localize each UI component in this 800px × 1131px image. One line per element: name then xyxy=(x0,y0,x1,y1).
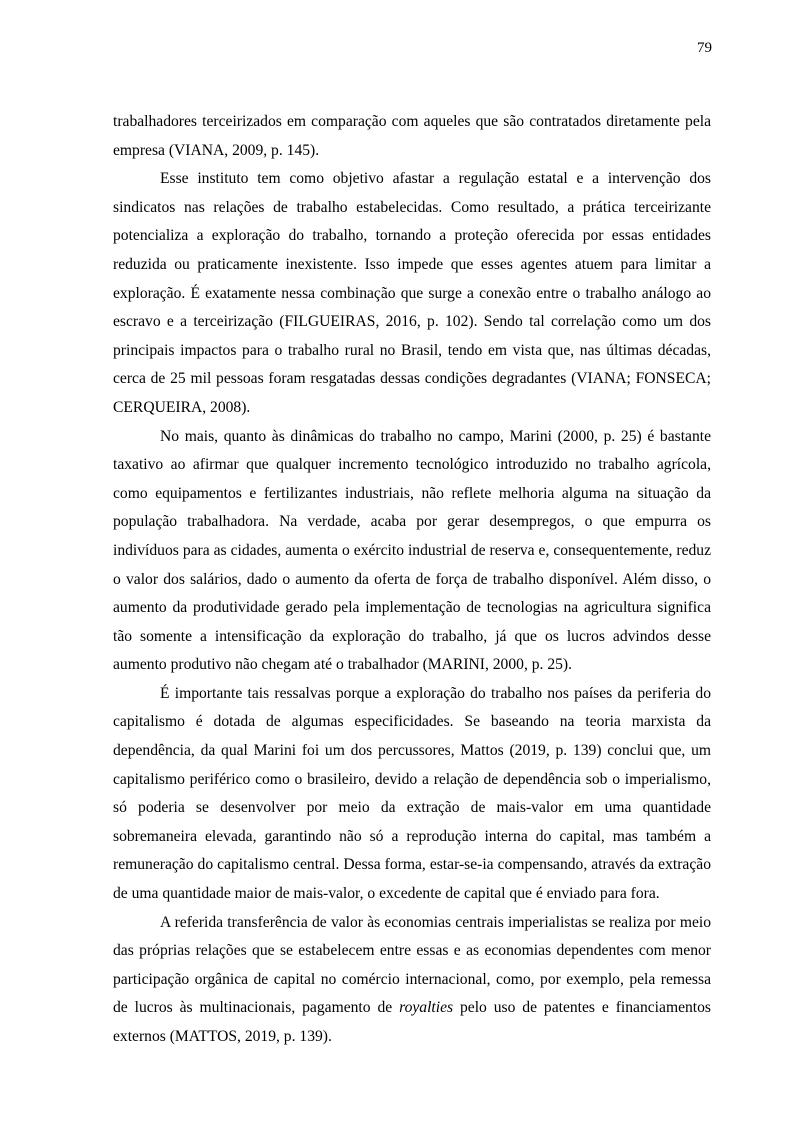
page-number: 79 xyxy=(697,40,712,56)
text-run: A referida transferência de valor às economias centrais imperialistas se realiza por meio das próprias relações que se estabelecem entre essas e as economias dependentes com menor participação orgânica de capital no comércio internacional, como, por exemplo, pela remessa de lucros às multinacionais, pagamento de xyxy=(113,913,711,1017)
paragraph xyxy=(113,909,711,1052)
text-run: Esse instituto tem como objetivo afastar a regulação estatal e a intervenção dos sindicatos nas relações de trabalho estabelecidas. Como resultado, a prática terceirizante potencializa a exploração do trabalho, tornando a proteção oferecida por essas entidades reduzida ou praticamente inexistente. Isso impede que esses agentes atuem para limitar a exploração. É exatamente nessa combinação que surge a conexão entre o trabalho análogo ao escravo e a terceirização (FILGUEIRAS, 2016, p. 102). Sendo tal correlação como um dos principais impactos para o trabalho rural no Brasil, tendo em vista que, nas últimas décadas, cerca de 25 mil pessoas foram resgatadas dessas condições degradantes (VIANA; FONSECA; CERQUEIRA, 2008). xyxy=(113,170,711,416)
text-run: É importante tais ressalvas porque a exploração do trabalho nos países da periferia do capitalismo é dotada de algumas especificidades. Se baseando na teoria marxista da dependência, da qual Marini foi um dos percussores, Mattos (2019, p. 139) conclui que, um capitalismo periférico como o brasileiro, devido a relação de dependência sob o imperialismo, só poderia se desenvolver por meio da extração de mais-valor em uma quantidade sobremaneira elevada, garantindo não só a reprodução interna do capital, mas também a remuneração do capitalismo central. Dessa forma, estar-se-ia compensando, através da extração de uma quantidade maior de mais-valor, o excedente de capital que é enviado para fora. xyxy=(113,684,711,903)
paragraph xyxy=(113,680,711,909)
text-run: trabalhadores terceirizados em comparação com aqueles que são contratados diretamente pela empresa (VIANA, 2009, p. 145). xyxy=(113,113,711,159)
text-run: pelo uso de patentes e financiamentos externos (MATTOS, 2019, p. 139). xyxy=(113,999,711,1045)
paragraph xyxy=(113,165,711,422)
text-run: No mais, quanto às dinâmicas do trabalho no campo, Marini (2000, p. 25) é bastante taxativo ao afirmar que qualquer incremento tecnológico introduzido no trabalho agrícola, como equipamentos e fertilizantes industriais, não reflete melhoria alguma na situação da população trabalhadora. Na verdade, acaba por gerar desempregos, o que empurra os indivíduos para as cidades, aumenta o exército industrial de reserva e, consequentemente, reduz o valor dos salários, dado o aumento da oferta de força de trabalho disponível. Além disso, o aumento da produtividade gerado pela implementação de tecnologias na agricultura significa tão somente a intensificação da exploração do trabalho, já que os lucros advindos desse aumento produtivo não chegam até o trabalhador (MARINI, 2000, p. 25). xyxy=(113,427,711,674)
document-body xyxy=(113,108,711,1052)
italic-text-run: royalties xyxy=(399,999,454,1017)
paragraph xyxy=(113,423,711,680)
paragraph xyxy=(113,108,711,165)
